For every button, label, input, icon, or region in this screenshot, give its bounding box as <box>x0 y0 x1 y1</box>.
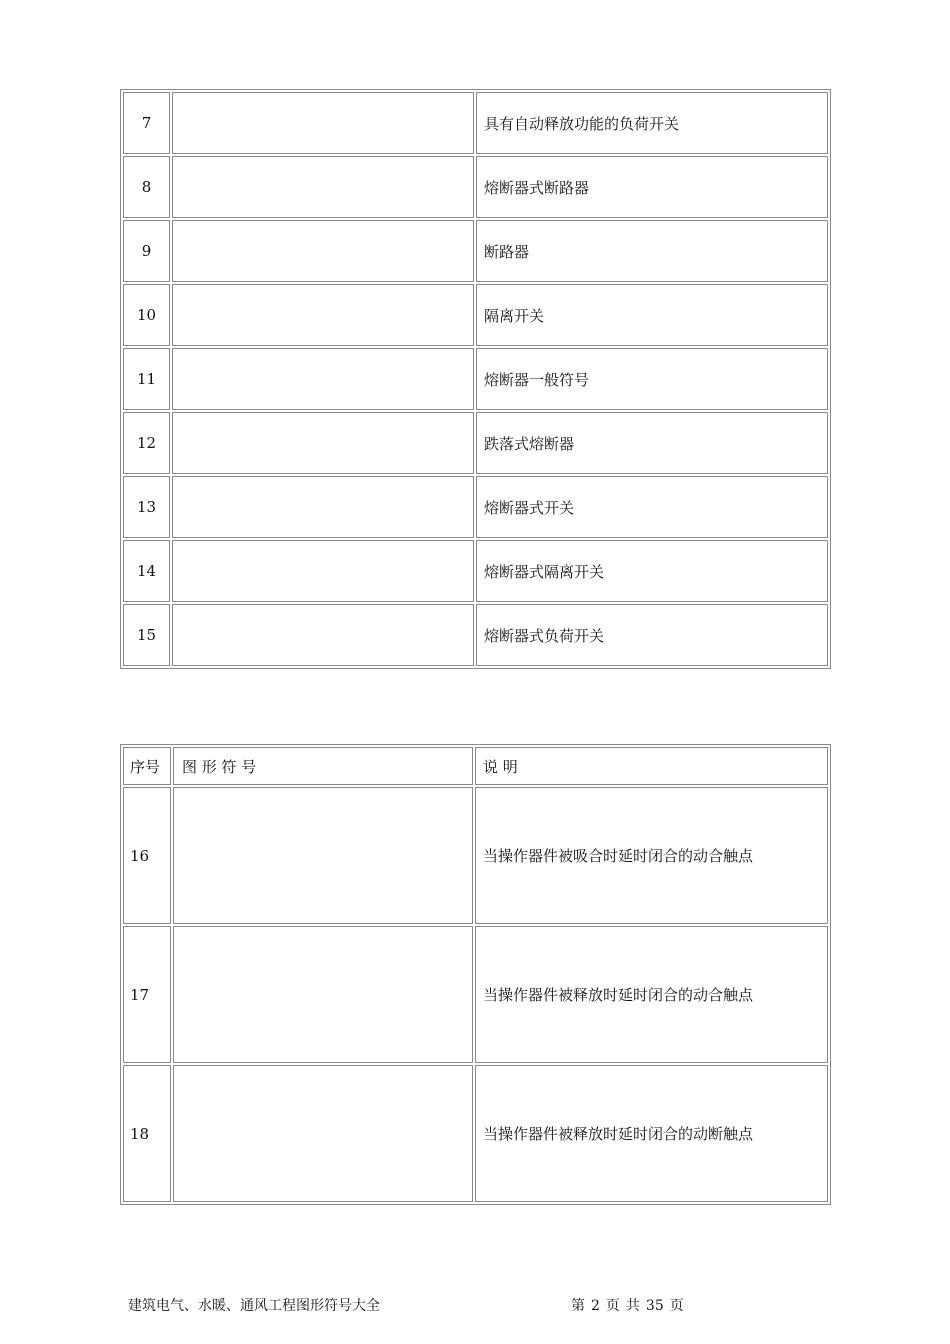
page-current: 2 <box>591 1298 600 1314</box>
description-cell: 断路器 <box>476 220 828 282</box>
table-row <box>123 476 828 538</box>
table-header-row <box>123 747 828 785</box>
table-row <box>123 787 828 924</box>
row-number: 15 <box>123 604 170 666</box>
table-row <box>123 348 828 410</box>
symbol-cell <box>172 476 474 538</box>
symbol-table-1 <box>120 89 831 669</box>
header-number: 序号 <box>123 747 171 785</box>
description-cell: 熔断器一般符号 <box>476 348 828 410</box>
footer-page-number <box>571 1295 690 1315</box>
symbol-cell <box>173 1065 473 1202</box>
row-number: 8 <box>123 156 170 218</box>
description-cell: 当操作器件被吸合时延时闭合的动合触点 <box>475 787 828 924</box>
total-label: 页 <box>669 1298 684 1314</box>
description-cell: 熔断器式开关 <box>476 476 828 538</box>
header-description: 说 明 <box>475 747 828 785</box>
total-prefix: 共 <box>625 1298 640 1314</box>
footer-document-title: 建筑电气、水暖、通风工程图形符号大全 <box>128 1298 380 1314</box>
row-number: 12 <box>123 412 170 474</box>
table-row <box>123 92 828 154</box>
description-cell: 具有自动释放功能的负荷开关 <box>476 92 828 154</box>
page-prefix: 第 <box>571 1298 585 1314</box>
symbol-table-2 <box>120 744 831 1205</box>
description-cell: 熔断器式断路器 <box>476 156 828 218</box>
description-cell: 熔断器式负荷开关 <box>476 604 828 666</box>
row-number: 18 <box>123 1065 171 1202</box>
symbol-cell <box>172 156 474 218</box>
symbol-cell <box>172 284 474 346</box>
page-total: 35 <box>645 1298 664 1314</box>
description-cell: 熔断器式隔离开关 <box>476 540 828 602</box>
symbol-cell <box>172 220 474 282</box>
table-row <box>123 1065 828 1202</box>
row-number: 9 <box>123 220 170 282</box>
row-number: 16 <box>123 787 171 924</box>
description-cell: 隔离开关 <box>476 284 828 346</box>
table-row <box>123 156 828 218</box>
symbol-cell <box>172 604 474 666</box>
symbol-cell <box>172 92 474 154</box>
description-cell: 跌落式熔断器 <box>476 412 828 474</box>
header-symbol: 图 形 符 号 <box>173 747 473 785</box>
symbol-cell <box>173 926 473 1063</box>
description-cell: 当操作器件被释放时延时闭合的动断触点 <box>475 1065 828 1202</box>
table-row <box>123 220 828 282</box>
table-row <box>123 412 828 474</box>
row-number: 11 <box>123 348 170 410</box>
table-row <box>123 604 828 666</box>
row-number: 14 <box>123 540 170 602</box>
symbol-cell <box>172 412 474 474</box>
row-number: 10 <box>123 284 170 346</box>
table-row <box>123 926 828 1063</box>
symbol-cell <box>172 540 474 602</box>
row-number: 13 <box>123 476 170 538</box>
table-row <box>123 284 828 346</box>
row-number: 7 <box>123 92 170 154</box>
page-label: 页 <box>605 1298 620 1314</box>
symbol-cell <box>173 787 473 924</box>
description-cell: 当操作器件被释放时延时闭合的动合触点 <box>475 926 828 1063</box>
table-row <box>123 540 828 602</box>
symbol-cell <box>172 348 474 410</box>
row-number: 17 <box>123 926 171 1063</box>
